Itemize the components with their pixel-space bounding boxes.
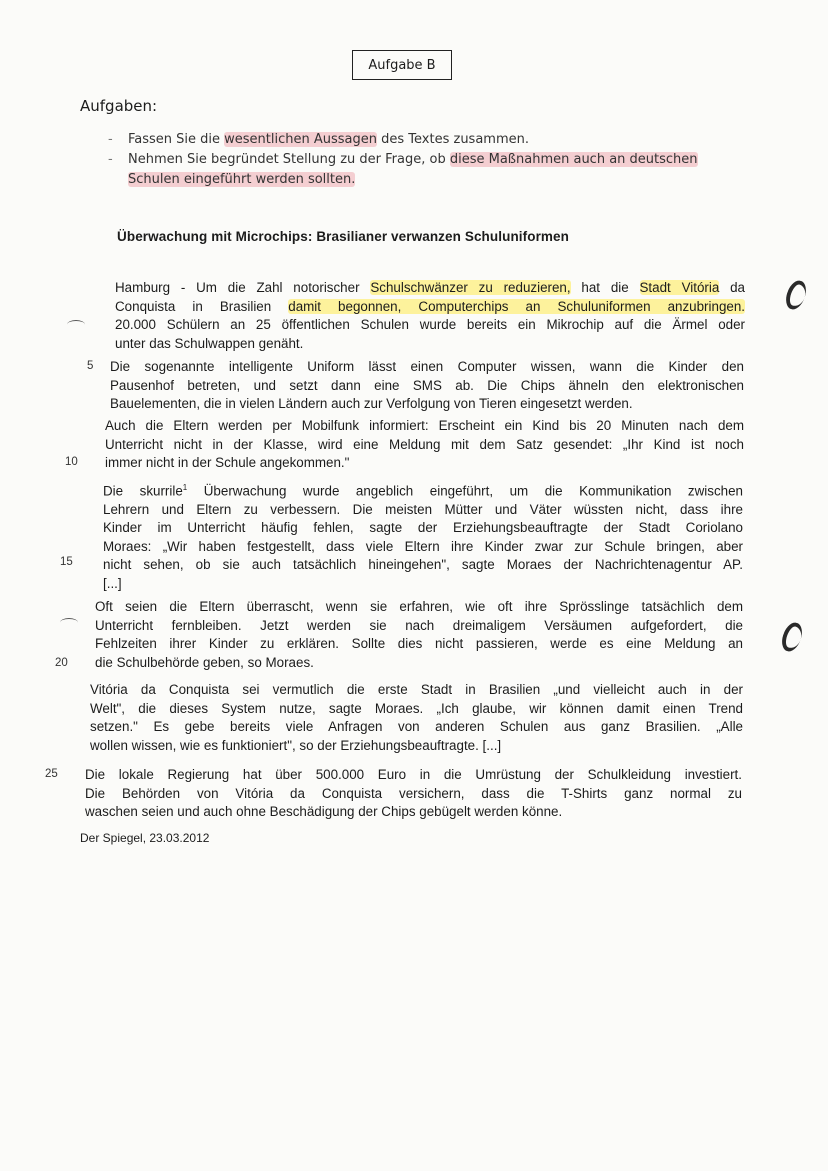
text-line: Oft seien die Eltern überrascht, wenn sie erfahren, wie oft ihre Sprösslinge tatsächlich dem <box>95 599 743 614</box>
task-badge: Aufgabe B <box>352 50 452 80</box>
text-line: 20.000 Schülern an 25 öffentlichen Schulen wurde bereits ein Mikrochip auf die Ärmel oder <box>115 317 745 332</box>
task-list <box>108 130 728 190</box>
bracket-mark-icon <box>778 620 805 654</box>
text-line: Conquista in Brasilien damit begonnen, Computerchips an Schuluniformen anzubringen. <box>115 298 746 314</box>
bracket-mark-icon <box>782 278 809 312</box>
paragraph-7 <box>85 766 742 822</box>
text-line: waschen seien und auch ohne Beschädigung der Chips gebügelt werden könne. <box>85 804 563 819</box>
highlight: diese Maßnahmen auch an deutschen <box>449 152 698 167</box>
line-number: 10 <box>65 456 78 468</box>
text-line: immer nicht in der Schule angekommen." <box>105 455 350 470</box>
line-number: 5 <box>87 360 94 372</box>
text-line: Die skurrile$^1$ Überwachung wurde angeblich eingeführt, um die Kommunikation zwischen <box>103 483 743 499</box>
text-line: Auch die Eltern werden per Mobilfunk informiert: Erscheint ein Kind bis 20 Minuten nach dem <box>105 418 744 433</box>
margin-mark-icon <box>67 320 85 329</box>
paragraph-6 <box>90 681 743 755</box>
paragraph-5 <box>95 598 743 672</box>
dash-bullet-icon: - <box>108 152 113 167</box>
article-headline: Überwachung mit Microchips: Brasilianer verwanzen Schuluniformen <box>117 229 569 244</box>
text-line: Unterricht nicht in der Klasse, wird eine Meldung mit dem Satz gesendet: „Ihr Kind ist noch <box>105 436 744 452</box>
dash-bullet-icon: - <box>108 132 113 147</box>
paragraph-1 <box>115 279 745 353</box>
task-item: - Nehmen Sie begründet Stellung zu der Frage, ob diese Maßnahmen auch an deutschen Schulen eingeführt werden sollten. <box>108 152 698 187</box>
text-line: Hamburg - Um die Zahl notorischer Schulschwänzer zu reduzieren, hat die Stadt Vitória da <box>115 280 745 295</box>
text-line: Moraes: „Wir haben festgestellt, dass viele Eltern ihre Kinder zwar zur Schule bringen, aber <box>103 538 743 554</box>
task-item: - Fassen Sie die wesentlichen Aussagen des Textes zusammen. <box>108 130 728 150</box>
text-line: Fehlzeiten ihrer Kinder zu erklären. Sollte dies nicht passieren, werde es eine Meldung an <box>95 636 743 651</box>
text-line: Lehrern und Eltern zu verbessern. Die meisten Mütter und Väter wüssten nicht, dass ihre <box>103 501 743 517</box>
text-line: Unterricht fernbleiben. Jetzt werden sie nach dreimaligem Versäumen aufgefordert, die <box>95 617 743 633</box>
text-line: Die Behörden von Vitória da Conquista versichern, dass die T-Shirts ganz normal zu <box>85 785 742 801</box>
paragraph-2 <box>110 358 744 414</box>
tasks-heading: Aufgaben: <box>80 97 158 115</box>
text-line: Kinder im Unterricht häufig fehlen, sagte der Erziehungsbeauftragte der Stadt Coriolano <box>103 520 743 536</box>
paragraph-3 <box>105 417 744 473</box>
line-number: 25 <box>45 768 58 780</box>
highlight: Schulen eingeführt werden sollten. <box>128 172 356 187</box>
text-line: Vitória da Conquista sei vermutlich die erste Stadt in Brasilien „und vielleicht auch in der <box>90 682 743 697</box>
text-line: wollen wissen, wie es funktioniert", so der Erziehungsbeauftragte. [...] <box>90 737 502 753</box>
text-line: unter das Schulwappen genäht. <box>115 335 304 351</box>
text-line: Welt", die dieses System nutze, sagte Moraes. „Ich glaube, wir können damit einen Trend <box>90 700 743 716</box>
highlight: Stadt Vitória <box>639 280 720 295</box>
text-line: nicht sehen, ob sie auch tatsächlich hineingehen", sagte Moraes der Nachrichtenagentur AP. <box>103 557 743 573</box>
source-citation: Der Spiegel, 23.03.2012 <box>80 831 210 845</box>
text-line: die Schulbehörde geben, so Moraes. <box>95 654 314 670</box>
text-line: [...] <box>103 575 122 591</box>
margin-mark-icon <box>60 618 78 627</box>
text-line: setzen." Es gebe bereits viele Anfragen von anderen Schulen aus ganz Brasilien. „Alle <box>90 719 743 734</box>
text-line: Die lokale Regierung hat über 500.000 Euro in die Umrüstung der Schulkleidung investiert. <box>85 767 742 782</box>
line-number: 20 <box>55 657 68 669</box>
paragraph-4 <box>103 479 743 593</box>
text-line: Bauelementen, die in vielen Ländern auch zur Verfolgung von Tieren eingesetzt werden. <box>110 396 633 411</box>
text-line: Die sogenannte intelligente Uniform lässt einen Computer wissen, wann die Kinder den <box>110 359 744 374</box>
highlight: damit begonnen, Computerchips an Schuluniformen anzubringen. <box>288 298 746 314</box>
line-number: 15 <box>60 556 73 568</box>
highlight: wesentlichen Aussagen <box>224 132 378 147</box>
text-line: Pausenhof betreten, und setzt dann eine SMS ab. Die Chips ähneln den elektronischen <box>110 377 744 393</box>
highlight: Schulschwänzer zu reduzieren, <box>370 280 571 295</box>
